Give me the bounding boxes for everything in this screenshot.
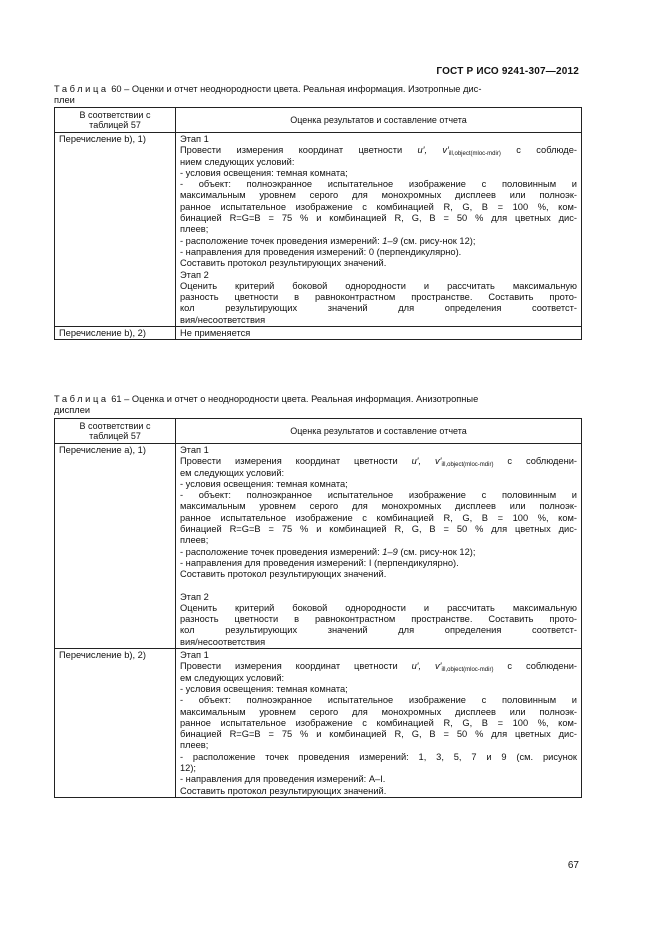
column-header-evaluation: Оценка результатов и составление отчета <box>176 419 582 444</box>
caption-text-line2: плеи <box>54 95 75 105</box>
object-line: плеев; <box>180 535 209 546</box>
row-content <box>176 133 582 327</box>
row-content <box>176 649 582 798</box>
measure-line-2: нием следующих условий: <box>180 156 295 167</box>
directions-line: - направления для проведения измерений: А–I. <box>180 774 386 785</box>
eval-line: разность цветности в равноконтрастном пространстве. Составить прото- <box>180 614 577 625</box>
column-header-evaluation: Оценка результатов и составление отчета <box>176 108 582 133</box>
caption-word: Таблица <box>54 84 109 94</box>
table-60-caption <box>54 84 582 106</box>
eval-line: кол результирующих значений для определения соответст- <box>180 625 577 636</box>
row-reference: Перечисление b), 2) <box>55 649 176 798</box>
object-line: плеев; <box>180 740 209 751</box>
object-line: бинацией R=G=B = 75 % и комбинацией R, G, B = 50 % для цветных дис- <box>180 524 577 535</box>
light-condition: - условия освещения: темная комната; <box>180 167 348 178</box>
object-line: ранное испытательное изображение с комбинацией R, G, B = 100 %, ком- <box>180 512 577 523</box>
stage-1-label: Этап 1 <box>180 134 209 144</box>
object-line: - объект: полноэкранное испытательное изображение с половинным и <box>180 490 577 501</box>
eval-line: Оценить критерий боковой однородности и рассчитать максимальную <box>180 602 577 613</box>
caption-text: 60 – Оценки и отчет неоднородности цвета. Реальная информация. Изотропные дис- <box>111 84 482 94</box>
object-line: - объект: полноэкранное испытательное изображение с половинным и <box>180 695 577 706</box>
table-row <box>55 649 582 798</box>
standard-header: ГОСТ Р ИСО 9241-307—2012 <box>436 66 579 77</box>
object-line: максимальным уровнем серого для монохромных дисплеев или полноэк- <box>180 501 577 512</box>
points-line: - расположение точек проведения измерений: 1–9 (см. рису-нок 12); <box>180 546 476 557</box>
stage-2-label: Этап 2 <box>180 269 209 280</box>
directions-line: - направления для проведения измерений: I (перпендикулярно). <box>180 557 459 568</box>
column-header-reference: В соответствии с таблицей 57 <box>55 419 176 444</box>
object-line: бинацией R=G=B = 75 % и комбинацией R, G, B = 50 % для цветных дис- <box>180 213 577 224</box>
points-line-2: 12); <box>180 763 197 774</box>
row-content <box>176 444 582 649</box>
measure-line-2: ем следующих условий: <box>180 467 285 478</box>
stage-2-label: Этап 2 <box>180 591 209 602</box>
caption-word: Таблица <box>54 394 109 404</box>
table-61-caption <box>54 394 582 416</box>
object-line: бинацией R=G=B = 75 % и комбинацией R, G, B = 50 % для цветных дис- <box>180 729 577 740</box>
protocol-line: Составить протокол результирующих значений. <box>180 258 387 269</box>
table-header-row <box>55 108 582 133</box>
eval-line: разность цветности в равноконтрастном пространстве. Составить прото- <box>180 292 577 303</box>
stage-1-label: Этап 1 <box>180 650 209 661</box>
light-condition: - условия освещения: темная комната; <box>180 478 348 489</box>
page-number: 67 <box>567 860 579 871</box>
row-content: Не применяется <box>176 327 582 340</box>
row-reference: Перечисление а), 1) <box>55 444 176 649</box>
light-condition: - условия освещения: темная комната; <box>180 683 348 694</box>
object-line: максимальным уровнем серого для монохромных дисплеев или полноэк- <box>180 190 577 201</box>
eval-line: вия/несоответствия <box>180 314 266 325</box>
protocol-line: Составить протокол результирующих значений. <box>180 569 387 580</box>
measure-line-2: ем следующих условий: <box>180 672 285 683</box>
row-reference: Перечисление b), 1) <box>55 133 176 327</box>
caption-text: 61 – Оценка и отчет о неоднородности цвета. Реальная информация. Анизотропные <box>111 394 479 404</box>
eval-line: Оценить критерий боковой однородности и рассчитать максимальную <box>180 280 577 291</box>
stage-1-label: Этап 1 <box>180 445 209 455</box>
eval-line: вия/несоответствия <box>180 636 266 647</box>
table-row <box>55 133 582 327</box>
column-header-reference: В соответствии с таблицей 57 <box>55 108 176 133</box>
measure-line: Провести измерения координат цветности u′, $v'_{ill,object(mloc-mdir)}$ с соблюде- <box>180 145 577 158</box>
table-header-row <box>55 419 582 444</box>
directions-line: - направления для проведения измерений: 0 (перпендикулярно). <box>180 246 462 257</box>
object-line: - объект: полноэкранное испытательное изображение с половинным и <box>180 179 577 190</box>
caption-text-line2: дисплеи <box>54 405 91 415</box>
measure-line: Провести измерения координат цветности u′, $v'_{ill,object(mloc-mdir)}$ с соблюдени- <box>180 456 577 469</box>
eval-line: кол результирующих значений для определения соответст- <box>180 303 577 314</box>
object-line: ранное испытательное изображение с комбинацией R, G, B = 100 %, ком- <box>180 717 577 728</box>
object-line: максимальным уровнем серого для монохромных дисплеев или полноэк- <box>180 706 577 717</box>
object-line: ранное испытательное изображение с комбинацией R, G, B = 100 %, ком- <box>180 201 577 212</box>
points-line: - расположение точек проведения измерений: 1–9 (см. рису-нок 12); <box>180 235 476 246</box>
table-61 <box>54 418 582 798</box>
table-row <box>55 327 582 340</box>
table-60 <box>54 107 582 340</box>
points-line: - расположение точек проведения измерений: 1, 3, 5, 7 и 9 (см. рисунок <box>180 751 577 762</box>
table-row <box>55 444 582 649</box>
protocol-line: Составить протокол результирующих значений. <box>180 785 387 796</box>
measure-line: Провести измерения координат цветности u′, $v'_{ill,object(mloc-mdir)}$ с соблюдени- <box>180 661 577 674</box>
row-reference: Перечисление b), 2) <box>55 327 176 340</box>
object-line: плеев; <box>180 224 209 235</box>
